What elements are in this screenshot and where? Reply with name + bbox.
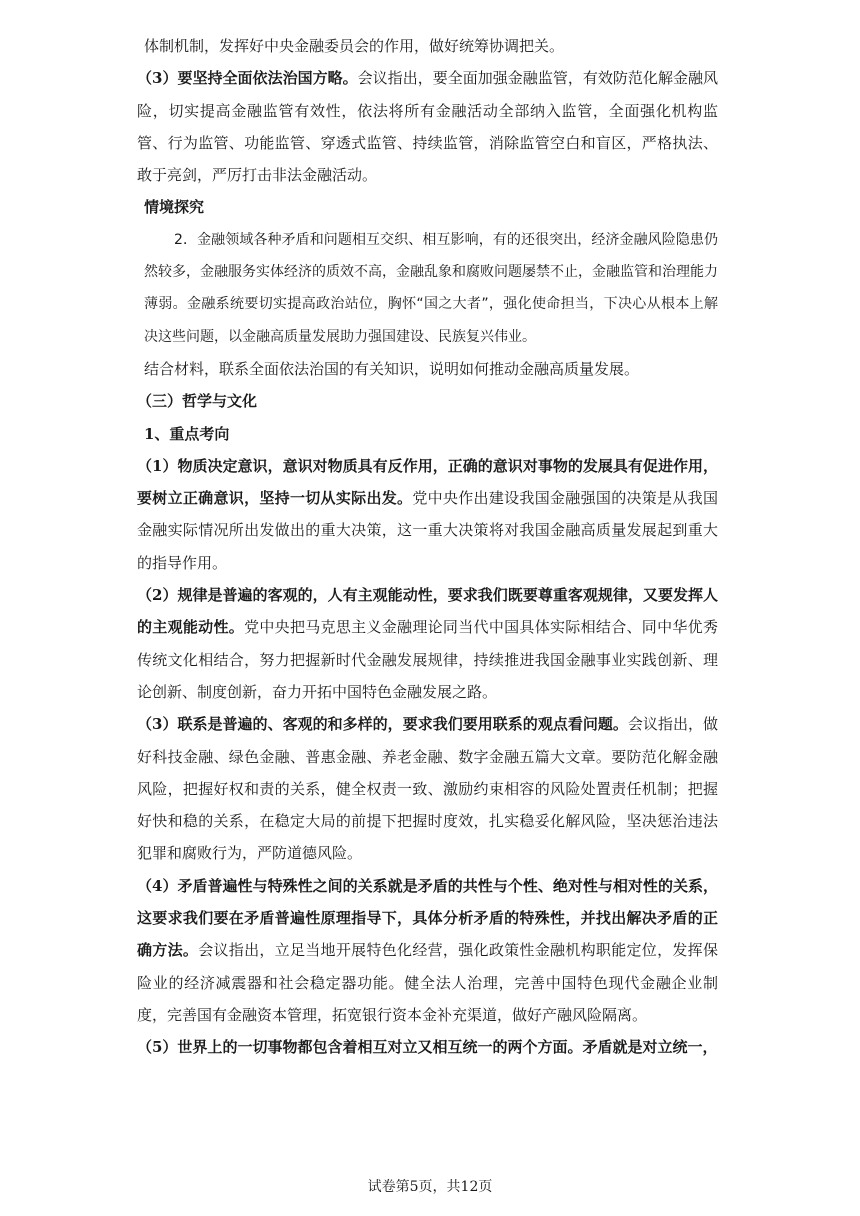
philosophy-point-1 <box>137 450 718 579</box>
philosophy-point-3 <box>137 708 718 869</box>
sub-heading: 1、重点考向 <box>144 424 230 443</box>
continued-paragraph <box>144 30 718 62</box>
continued-text: 体制机制，发挥好中央金融委员会的作用，做好统筹协调把关。 <box>144 37 565 55</box>
philosophy-point-2-text: 党中央把马克思主义金融理论同当代中国具体实际相结合、同中华优秀传统文化相结合，努力把握新时代金融发展规律，持续推进我国金融事业实践创新、理论创新、制度创新，奋力开拓中国特色金融发展之路。 <box>137 618 718 701</box>
context-material: 2．金融领域各种矛盾和问题相互交织、相互影响，有的还很突出，经济金融风险隐患仍然较多，金融服务实体经济的质效不高，金融乱象和腐败问题屡禁不止，金融监管和治理能力薄弱。金融系统要切实提高政治站位，胸怀“国之大者”，强化使命担当，下决心从根本上解决这些问题，以金融高质量发展助力强国建设、民族复兴伟业。 <box>144 231 718 345</box>
context-question: 结合材料，联系全面依法治国的有关知识，说明如何推动金融高质量发展。 <box>144 359 640 378</box>
philosophy-point-1-text: 党中央作出建设我国金融强国的决策是从我国金融实际情况所出发做出的重大决策，这一重大决策将对我国金融高质量发展起到重大的指导作用。 <box>137 489 718 572</box>
philosophy-point-5-heading: （5）世界上的一切事物都包含着相互对立又相互统一的两个方面。矛盾就是对立统一， <box>137 1038 718 1057</box>
philosophy-point-2-heading: （2）规律是普遍的客观的，人有主观能动性，要求我们既要尊重客观规律，又要发挥人的主观能动性。 <box>137 586 718 637</box>
philosophy-point-5 <box>137 1031 718 1063</box>
philosophy-point-2 <box>137 579 718 708</box>
section-heading: （三）哲学与文化 <box>137 392 258 411</box>
law-point-3 <box>137 62 718 191</box>
context-heading: 情境探究 <box>144 198 205 217</box>
law-point-3-heading: （3）要坚持全面依法治国方略。 <box>137 69 358 88</box>
page-footer: 试卷第5页，共12页 <box>367 1179 493 1195</box>
page-content <box>137 30 718 1064</box>
philosophy-point-4-text: 会议指出，立足当地开展特色化经营，强化政策性金融机构职能定位，发挥保险业的经济减震器和社会稳定器功能。健全法人治理，完善中国特色现代金融企业制度，完善国有金融资本管理，拓宽银行资本金补充渠道，做好产融风险隔离。 <box>137 941 718 1024</box>
philosophy-point-4-heading: （4）矛盾普遍性与特殊性之间的关系就是矛盾的共性与个性、绝对性与相对性的关系，这要求我们要在矛盾普遍性原理指导下，具体分析矛盾的特殊性，并找出解决矛盾的正确方法。 <box>137 876 718 960</box>
philosophy-point-3-text: 会议指出，做好科技金融、绿色金融、普惠金融、养老金融、数字金融五篇大文章。要防范化解金融风险，把握好权和责的关系，健全权责一致、激励约束相容的风险处置责任机制；把握好快和稳的关系，在稳定大局的前提下把握时度效，扎实稳妥化解风险，坚决惩治违法犯罪和腐败行为，严防道德风险。 <box>137 715 718 863</box>
philosophy-point-1-heading: （1）物质决定意识，意识对物质具有反作用，正确的意识对事物的发展具有促进作用，要树立正确意识，坚持一切从实际出发。 <box>137 456 718 508</box>
law-point-3-text: 会议指出，要全面加强金融监管，有效防范化解金融风险，切实提高金融监管有效性，依法将所有金融活动全部纳入监管，全面强化机构监管、行为监管、功能监管、穿透式监管、持续监管，消除监管空白和盲区，严格执法、敢于亮剑，严厉打击非法金融活动。 <box>137 69 718 185</box>
philosophy-point-4 <box>137 870 718 1031</box>
philosophy-point-3-heading: （3）联系是普遍的、客观的和多样的，要求我们要用联系的观点看问题。 <box>137 715 628 734</box>
